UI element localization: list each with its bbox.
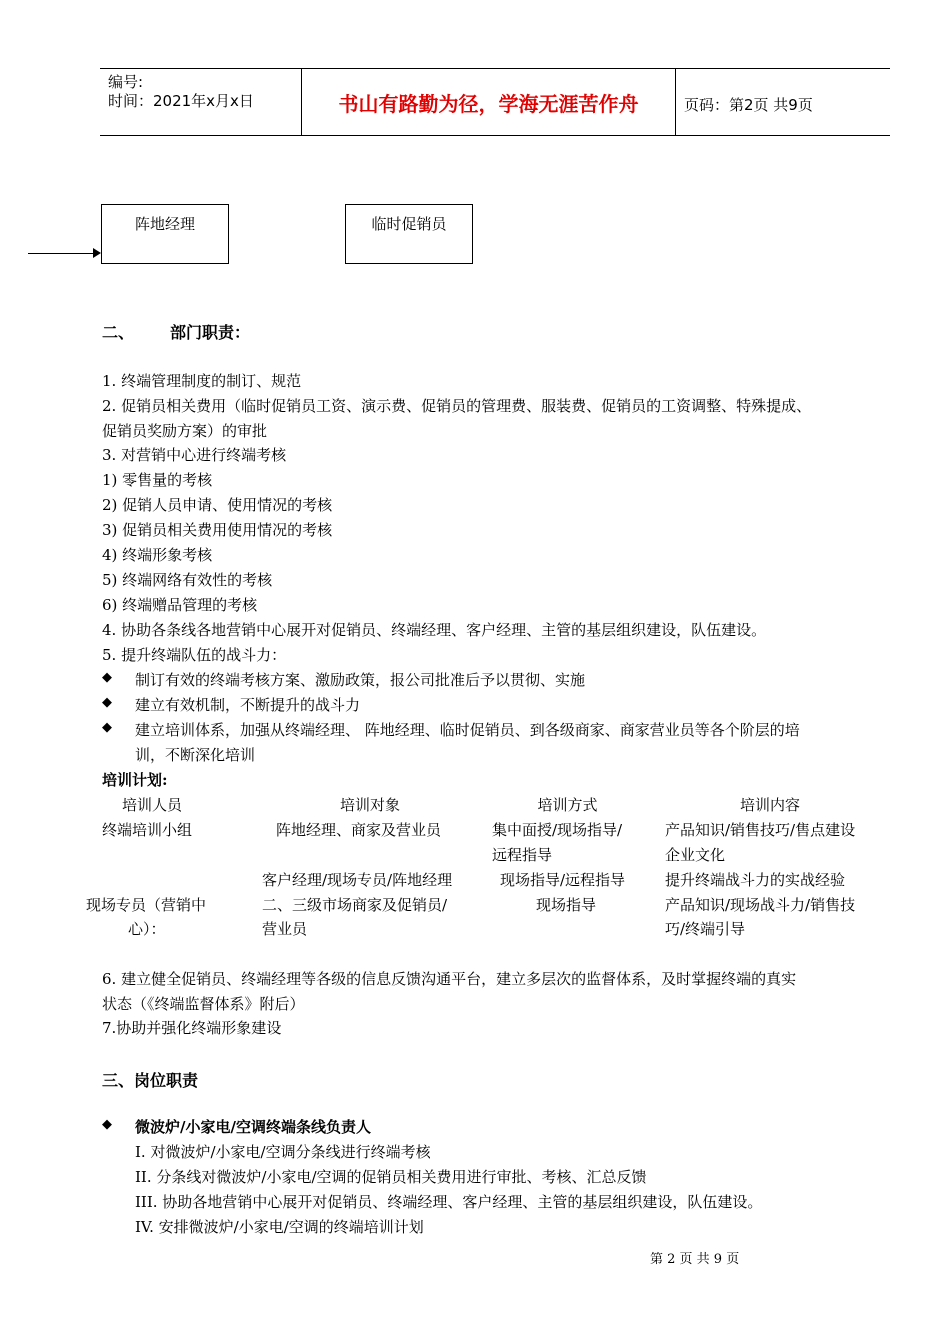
- org-box-temp-promoter: [345, 204, 473, 264]
- training-row1-method-b: 远程指导: [492, 846, 553, 864]
- training-row2-content-c: 巧/终端引导: [665, 920, 746, 938]
- duty-line-3-1: 1) 零售量的考核: [102, 471, 213, 489]
- duty-line-2b: 促销员奖励方案）的审批: [102, 422, 268, 440]
- duty-line-3-5: 5) 终端网络有效性的考核: [102, 571, 273, 589]
- duty-line-2a: 2. 促销员相关费用（临时促销员工资、演示费、促销员的管理费、服装费、促销员的工资调整、特殊提成、: [102, 397, 812, 415]
- bullet-item-2: 建立有效机制，不断提升的战斗力: [135, 696, 361, 714]
- bullet-diamond-icon: ◆: [102, 695, 112, 710]
- training-row1-content-b: 企业文化: [665, 846, 726, 864]
- duty-line-3: 3. 对营销中心进行终端考核: [102, 446, 287, 464]
- bullet-item-3a: 建立培训体系，加强从终端经理、 阵地经理、临时促销员、到各级商家、商家营业员等各个阶层的培: [135, 721, 800, 739]
- training-row2-target-b: 二、三级市场商家及促销员/: [262, 896, 448, 914]
- duty-line-3-4: 4) 终端形象考核: [102, 546, 213, 564]
- training-header-target: 培训对象: [339, 796, 400, 814]
- duty-line-6b: 状态（《终端监督体系》附后）: [102, 995, 305, 1013]
- section2-heading: 部门职责：: [170, 323, 251, 342]
- section3-item-3: III. 协助各地营销中心展开对促销员、终端经理、客户经理、主管的基层组织建设，队伍建设。: [135, 1193, 763, 1211]
- bullet-item-1: 制订有效的终端考核方案、激励政策，报公司批准后予以贯彻、实施: [135, 671, 586, 689]
- duty-line-3-6: 6) 终端赠品管理的考核: [102, 596, 258, 614]
- training-row2-content-a: 提升终端战斗力的实战经验: [665, 871, 846, 889]
- header-divider-right: [675, 68, 676, 136]
- duty-line-7: 7.协助并强化终端形象建设: [102, 1019, 282, 1037]
- duty-line-3-3: 3) 促销员相关费用使用情况的考核: [102, 521, 333, 539]
- section2-heading-number: 二、: [102, 323, 135, 342]
- training-header-content: 培训内容: [739, 796, 800, 814]
- org-arrow-head-icon: [93, 248, 101, 258]
- training-header-method: 培训方式: [537, 796, 598, 814]
- header-bottom-rule: [100, 135, 890, 136]
- duty-line-1: 1. 终端管理制度的制订、规范: [102, 372, 302, 390]
- header-top-rule: [100, 68, 890, 69]
- section3-item-4: IV. 安排微波炉/小家电/空调的终端培训计划: [135, 1218, 424, 1236]
- duty-line-5: 5. 提升终端队伍的战斗力：: [102, 646, 287, 664]
- training-row1-target: 阵地经理、商家及营业员: [276, 821, 442, 839]
- duty-line-4: 4. 协助各条线各地营销中心展开对促销员、终端经理、客户经理、主管的基层组织建设，队伍建设。: [102, 621, 767, 639]
- training-row2-who-a: 现场专员（营销中: [86, 896, 207, 914]
- header-motto: 书山有路勤为径，学海无涯苦作舟: [338, 92, 639, 116]
- section3-subheading: 微波炉/小家电/空调终端条线负责人: [135, 1118, 371, 1136]
- org-box-label: 阵地经理: [134, 215, 195, 233]
- training-header-who: 培训人员: [121, 796, 182, 814]
- bullet-item-3b: 训，不断深化培训: [135, 746, 256, 764]
- section3-item-1: I. 对微波炉/小家电/空调分条线进行终端考核: [135, 1143, 431, 1161]
- bullet-diamond-icon: ◆: [102, 720, 112, 735]
- org-box-label: 临时促销员: [371, 215, 447, 233]
- header-page-label: 页码：第2页 共9页: [684, 96, 813, 114]
- duty-line-6a: 6. 建立健全促销员、终端经理等各级的信息反馈沟通平台，建立多层次的监督体系，及时掌握终端的真实: [102, 970, 797, 988]
- training-row2-target-c: 营业员: [262, 920, 308, 938]
- training-row1-who: 终端培训小组: [102, 821, 193, 839]
- training-plan-title: 培训计划:: [102, 771, 168, 789]
- training-row1-method-a: 集中面授/现场指导/: [492, 821, 623, 839]
- doc-number-label: 编号:: [108, 73, 144, 91]
- section3-item-2: II. 分条线对微波炉/小家电/空调的促销员相关费用进行审批、考核、汇总反馈: [135, 1168, 647, 1186]
- footer-page-number: 第 2 页 共 9 页: [650, 1252, 740, 1267]
- training-row2-who-b: 心）：: [128, 920, 166, 938]
- training-row2-target-a: 客户经理/现场专员/阵地经理: [262, 871, 453, 889]
- org-box-position-manager: [101, 204, 229, 264]
- section3-heading: 三、岗位职责: [102, 1071, 199, 1090]
- bullet-diamond-icon: ◆: [102, 1117, 112, 1132]
- duty-line-3-2: 2) 促销人员申请、使用情况的考核: [102, 496, 333, 514]
- training-row2-method-a: 现场指导/远程指导: [500, 871, 626, 889]
- training-row1-content-a: 产品知识/销售技巧/售点建设: [665, 821, 856, 839]
- org-arrow-line: [28, 253, 94, 254]
- training-row2-method-b: 现场指导: [536, 896, 597, 914]
- doc-time-label: 时间：2021年x月x日: [108, 92, 254, 110]
- training-row2-content-b: 产品知识/现场战斗力/销售技: [665, 896, 856, 914]
- bullet-diamond-icon: ◆: [102, 670, 112, 685]
